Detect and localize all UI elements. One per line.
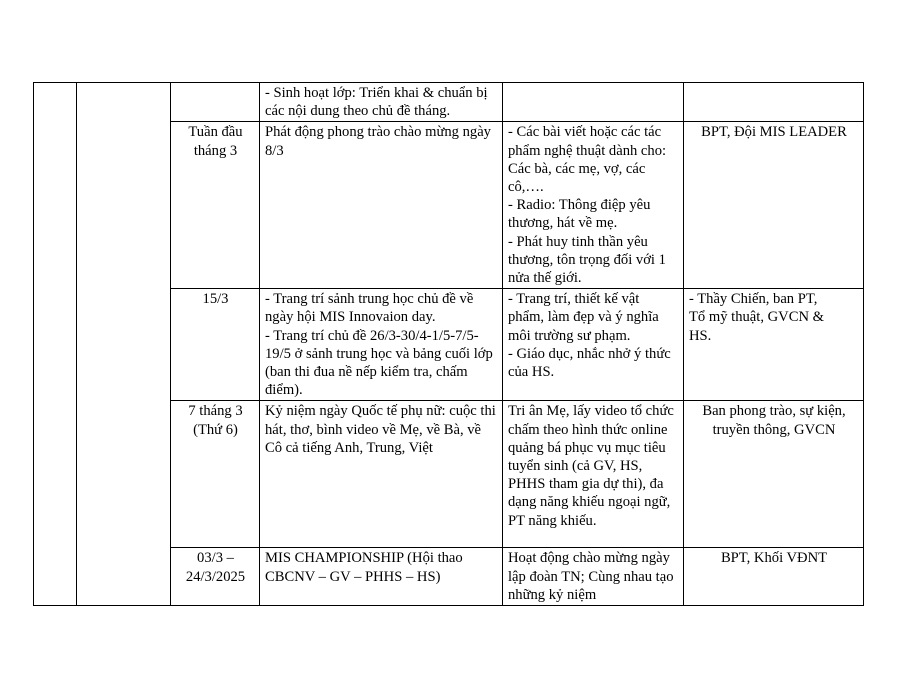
- responsible-cell: [684, 83, 864, 122]
- responsible-cell: Ban phong trào, sự kiện, truyền thông, GVCN: [684, 401, 864, 548]
- activity-cell: - Trang trí sảnh trung học chủ đề về ngày hội MIS Innovaion day. - Trang trí chủ đề 26/3-30/4-1/5-7/5-19/5 ở sảnh trung học và bảng cuối lớp (ban thi đua nề nếp kiểm tra, chấm điểm).: [260, 289, 503, 401]
- responsible-cell: - Thầy Chiến, ban PT, Tổ mỹ thuật, GVCN & HS.: [684, 289, 864, 401]
- merged-cell-1: [34, 83, 77, 606]
- merged-cell-2: [77, 83, 171, 606]
- responsible-cell: BPT, Khối VĐNT: [684, 548, 864, 606]
- activity-cell: MIS CHAMPIONSHIP (Hội thao CBCNV – GV – PHHS – HS): [260, 548, 503, 606]
- content-cell: - Các bài viết hoặc các tác phẩm nghệ thuật dành cho: Các bà, các mẹ, vợ, các cô,…. - Radio: Thông điệp yêu thương, hát về mẹ. - Phát huy tinh thần yêu thương, tôn trọng đối với 1 nửa thế giới.: [503, 122, 684, 289]
- content-cell: [503, 83, 684, 122]
- activity-cell: Kỷ niệm ngày Quốc tế phụ nữ: cuộc thi hát, thơ, bình video về Mẹ, về Bà, về Cô cả tiếng Anh, Trung, Việt: [260, 401, 503, 548]
- activity-cell: Phát động phong trào chào mừng ngày 8/3: [260, 122, 503, 289]
- responsible-cell: BPT, Đội MIS LEADER: [684, 122, 864, 289]
- time-cell: Tuần đầu tháng 3: [171, 122, 260, 289]
- content-cell: Tri ân Mẹ, lấy video tổ chức chấm theo hình thức online quảng bá phục vụ mục tiêu tuyển sinh (cả GV, HS, PHHS tham gia dự thi), đa dạng năng khiếu ngoại ngữ, PT năng khiếu.: [503, 401, 684, 548]
- time-cell: 15/3: [171, 289, 260, 401]
- plan-table: [33, 82, 864, 606]
- activity-cell: - Sinh hoạt lớp: Triển khai & chuẩn bị các nội dung theo chủ đề tháng.: [260, 83, 503, 122]
- content-cell: Hoạt động chào mừng ngày lập đoàn TN; Cùng nhau tạo những kỷ niệm: [503, 548, 684, 606]
- time-cell: [171, 83, 260, 122]
- content-cell: - Trang trí, thiết kế vật phẩm, làm đẹp và ý nghĩa môi trường sư phạm. - Giáo dục, nhắc nhở ý thức của HS.: [503, 289, 684, 401]
- table-row: [34, 83, 864, 122]
- time-cell: 7 tháng 3 (Thứ 6): [171, 401, 260, 548]
- time-cell: 03/3 – 24/3/2025: [171, 548, 260, 606]
